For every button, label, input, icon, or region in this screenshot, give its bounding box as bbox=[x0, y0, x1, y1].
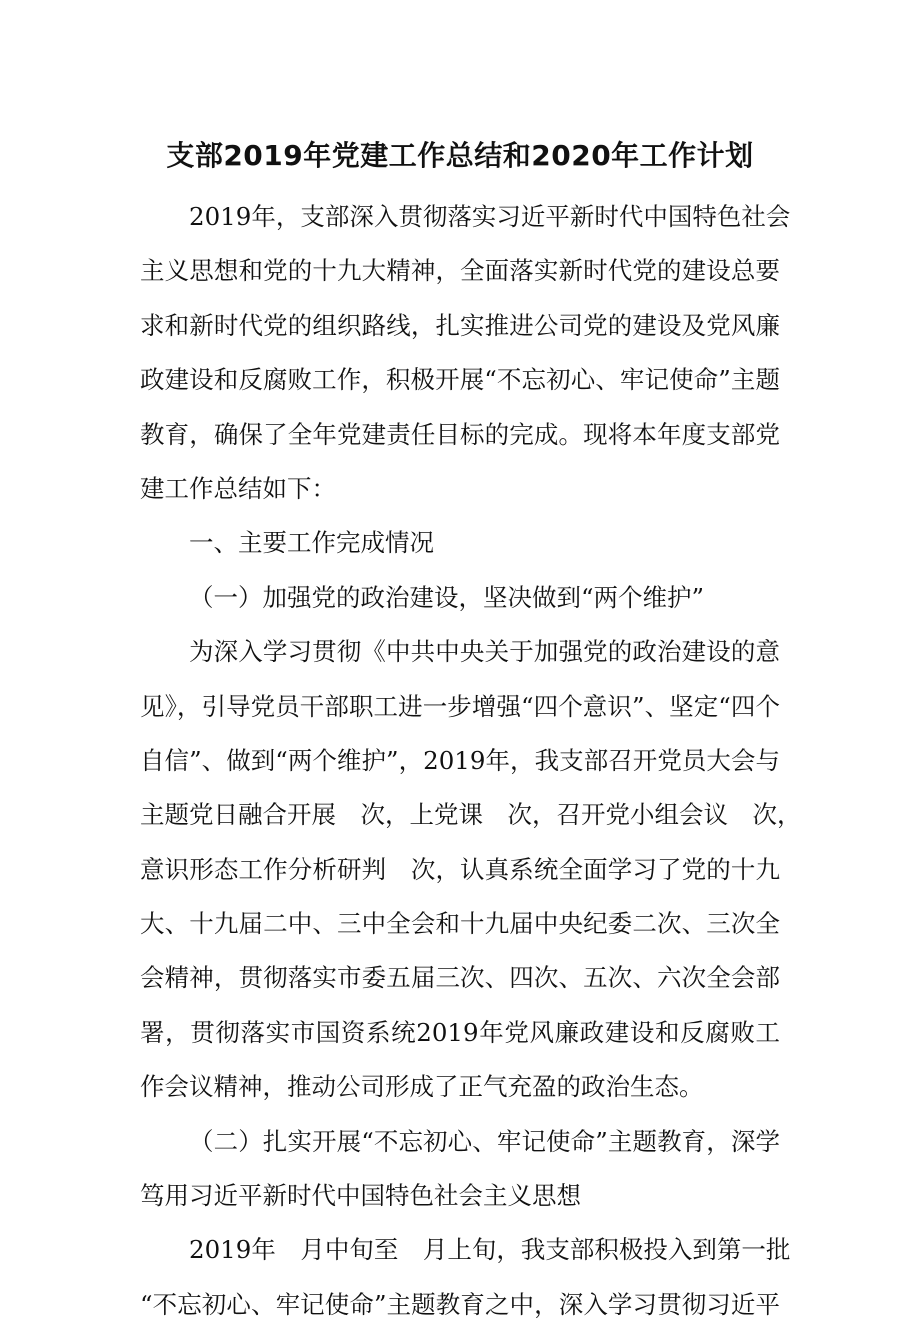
text-line: 笃用习近平新时代中国特色社会主义思想 bbox=[140, 1181, 581, 1211]
text-line: 为深入学习贯彻《中共中央关于加强党的政治建设的意 bbox=[189, 637, 780, 667]
text-line: 主义思想和党的十九大精神，全面落实新时代党的建设总要 bbox=[140, 256, 780, 286]
text-line: 自信”、做到“两个维护”，2019年，我支部召开党员大会与 bbox=[140, 745, 780, 775]
text-line: 主题党日融合开展 次，上党课 次，召开党小组会议 次， bbox=[140, 800, 802, 830]
text-line: 2019年 月中旬至 月上旬，我支部积极投入到第一批 bbox=[189, 1235, 791, 1265]
section-heading: 一、主要工作完成情况 bbox=[189, 528, 434, 558]
text-line: 教育，确保了全年党建责任目标的完成。现将本年度支部党 bbox=[140, 419, 780, 449]
text-line: 建工作总结如下： bbox=[140, 473, 336, 503]
text-line: 见》，引导党员干部职工进一步增强“四个意识”、坚定“四个 bbox=[140, 691, 780, 721]
text-line: 会精神，贯彻落实市委五届三次、四次、五次、六次全会部 bbox=[140, 963, 780, 993]
text-line: 大、十九届二中、三中全会和十九届中央纪委二次、三次全 bbox=[140, 909, 780, 939]
text-line: 求和新时代党的组织路线，扎实推进公司党的建设及党风廉 bbox=[140, 310, 780, 340]
document-title: 支部2019年党建工作总结和2020年工作计划 bbox=[166, 139, 754, 172]
subsection-heading: （一）加强党的政治建设，坚决做到“两个维护” bbox=[189, 582, 705, 612]
text-line: 作会议精神，推动公司形成了正气充盈的政治生态。 bbox=[140, 1072, 704, 1102]
text-line: 政建设和反腐败工作，积极开展“不忘初心、牢记使命”主题 bbox=[140, 365, 780, 395]
subsection-heading: （二）扎实开展“不忘初心、牢记使命”主题教育，深学 bbox=[189, 1126, 780, 1156]
text-line: 意识形态工作分析研判 次，认真系统全面学习了党的十九 bbox=[140, 854, 780, 884]
text-line: 署，贯彻落实市国资系统2019年党风廉政建设和反腐败工 bbox=[140, 1017, 780, 1047]
document-body bbox=[140, 190, 802, 1332]
text-line: 2019年，支部深入贯彻落实习近平新时代中国特色社会 bbox=[189, 202, 791, 231]
text-line: “不忘初心、牢记使命”主题教育之中，深入学习贯彻习近平 bbox=[140, 1289, 780, 1319]
